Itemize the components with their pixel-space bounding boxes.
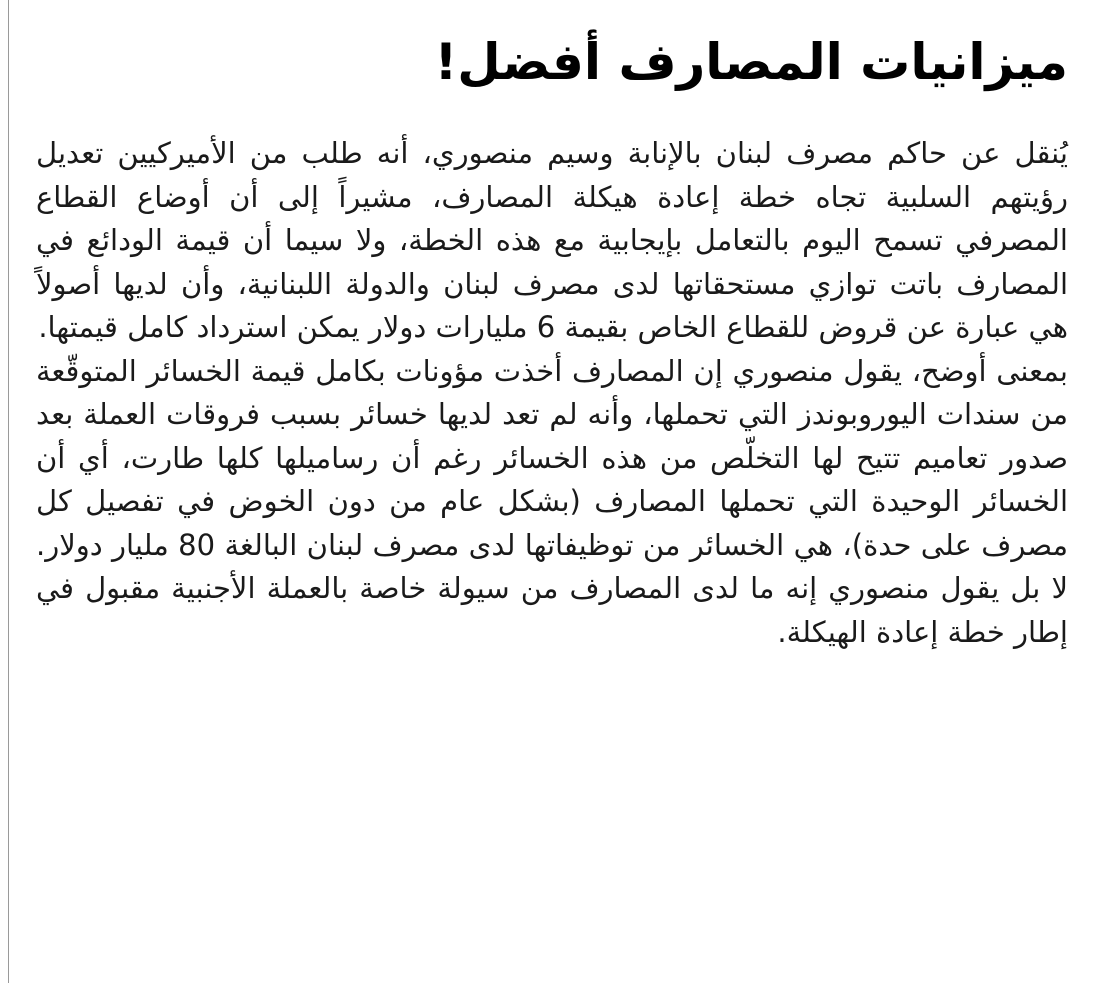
article xyxy=(36,22,1068,654)
headline: ميزانيات المصارف أفضل! xyxy=(434,33,1068,91)
paragraph-1: يُنقل عن حاكم مصرف لبنان بالإنابة وسيم منصوري، أنه طلب من الأميركيين تعديل رؤيتهم السلبية تجاه خطة إعادة هيكلة المصارف، مشيراً إلى أن أوضاع القطاع المصرفي تسمح اليوم بالتعامل بإيجابية مع هذه الخطة، ولا سيما أن قيمة الودائع في المصارف باتت توازي مستحقاتها لدى مصرف لبنان والدولة اللبنانية، وأن لديها أصولاً هي عبارة عن قروض للقطاع الخاص بقيمة 6 مليارات دولار يمكن استرداد كامل قيمتها. xyxy=(36,136,1068,344)
column-divider xyxy=(8,0,9,983)
article-body xyxy=(36,132,1068,654)
paragraph-2: بمعنى أوضح، يقول منصوري إن المصارف أخذت مؤونات بكامل قيمة الخسائر المتوقّعة من سندات اليوروبوندز التي تحملها، وأنه لم تعد لديها خسائر بسبب فروقات العملة بعد صدور تعاميم تتيح لها التخلّص من هذه الخسائر رغم أن رساميلها كلها طارت، أي أن الخسائر الوحيدة التي تحملها المصارف (بشكل عام من دون الخوض في تفصيل كل مصرف على حدة)، هي الخسائر من توظيفاتها لدى مصرف لبنان البالغة 80 مليار دولار. لا بل يقول منصوري إنه ما لدى المصارف من سيولة خاصة بالعملة الأجنبية مقبول في إطار خطة إعادة الهيكلة. xyxy=(36,353,1069,649)
